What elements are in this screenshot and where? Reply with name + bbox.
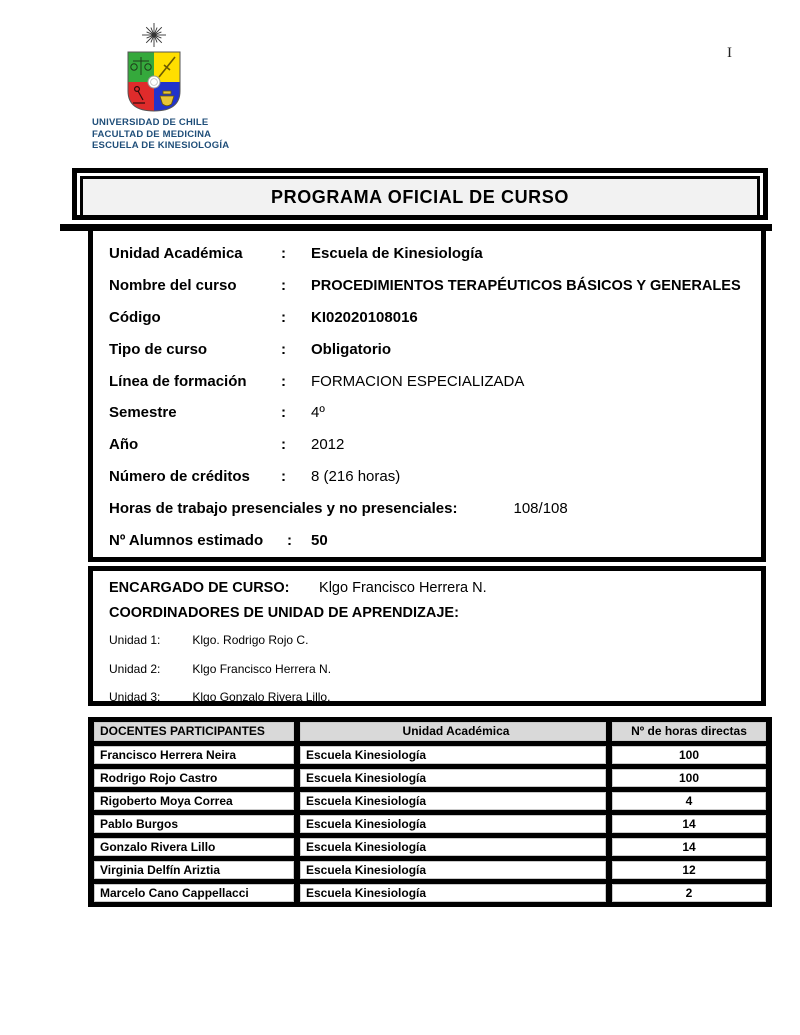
field-value: KI02020108016 [311,308,418,326]
title-box [72,168,768,220]
teacher-hours: 4 [612,792,766,810]
field-colon: : [281,340,286,358]
field-colon: : [281,436,286,454]
header-unidad: Unidad Académica [300,722,606,741]
info-row-nombre-curso [109,270,753,302]
university-crest-logo [112,20,196,116]
coordinator-label: Unidad 1: [109,633,161,647]
field-value: PROCEDIMIENTOS TERAPÉUTICOS BÁSICOS Y GENERALES [311,277,741,294]
encargado-value: Klgo Francisco Herrera N. [319,580,487,596]
teacher-name: Virginia Delfín Ariztia [94,861,294,879]
table-row [94,792,766,810]
teacher-name: Gonzalo Rivera Lillo [94,838,294,856]
field-value: Obligatorio [311,340,391,358]
coordinator-row-2 [109,662,753,676]
coordinator-value: Klgo Gonzalo Rivera Lillo. [192,690,331,704]
field-label: Nº Alumnos estimado [109,531,264,549]
field-value: FORMACION ESPECIALIZADA [311,372,525,390]
letterhead-faculty: FACULTAD DE MEDICINA [92,128,212,140]
teacher-name: Francisco Herrera Neira [94,746,294,764]
field-colon: : [287,531,292,549]
info-row-alumnos-estimado [109,524,753,556]
teacher-unit: Escuela Kinesiología [300,746,606,764]
info-row-linea-formacion [109,365,753,397]
teacher-hours: 14 [612,838,766,856]
table-row [94,884,766,902]
field-value: Escuela de Kinesiología [311,245,483,263]
field-label: Semestre [109,404,177,422]
teacher-unit: Escuela Kinesiología [300,861,606,879]
teacher-hours: 12 [612,861,766,879]
table-row [94,746,766,764]
field-label: Año [109,436,139,454]
field-label: Línea de formación [109,372,247,390]
teacher-hours: 100 [612,746,766,764]
staff-box [88,566,766,706]
field-label: Nombre del curso [109,277,237,295]
encargado-label: ENCARGADO DE CURSO: [109,580,290,596]
field-colon: : [281,467,286,485]
field-label: Unidad Académica [109,245,243,263]
field-colon: : [281,372,286,390]
table-row [94,815,766,833]
teacher-unit: Escuela Kinesiología [300,792,606,810]
title-inner-frame [80,176,760,218]
teacher-name: Pablo Burgos [94,815,294,833]
teacher-name: Marcelo Cano Cappellacci [94,884,294,902]
teacher-hours: 100 [612,769,766,787]
field-colon: : [281,404,286,422]
teacher-hours: 14 [612,815,766,833]
course-info-box [88,231,766,562]
teacher-hours: 2 [612,884,766,902]
field-value: 108/108 [513,499,568,517]
coordinators-heading: COORDINADORES DE UNIDAD DE APRENDIZAJE: [109,605,459,621]
info-row-creditos [109,461,753,493]
document-title: PROGRAMA OFICIAL DE CURSO [270,186,569,207]
teacher-name: Rodrigo Rojo Castro [94,769,294,787]
encargado-row [109,580,753,596]
letterhead-university: UNIVERSIDAD DE CHILE [92,117,209,128]
table-row [94,769,766,787]
info-row-horas-trabajo [109,492,753,524]
teachers-table [88,717,772,907]
info-row-semestre [109,397,753,429]
teacher-unit: Escuela Kinesiología [300,884,606,902]
table-row [94,838,766,856]
field-label: Horas de trabajo presenciales y no presenciales: [109,499,458,517]
coordinator-label: Unidad 2: [109,661,161,676]
coordinator-label: Unidad 3: [109,690,161,704]
field-colon: : [281,245,286,263]
table-header-row [94,722,766,741]
header-docentes: DOCENTES PARTICIPANTES [94,722,294,741]
teacher-name: Rigoberto Moya Correa [94,792,294,810]
field-label: Código [109,308,161,326]
field-label: Tipo de curso [109,340,208,358]
letterhead-school: ESCUELA DE KINESIOLOGÍA [92,140,230,151]
teacher-unit: Escuela Kinesiología [300,838,606,856]
coordinator-row-1 [109,633,753,647]
teacher-unit: Escuela Kinesiología [300,769,606,787]
info-row-codigo [109,302,753,334]
field-value: 2012 [311,436,345,454]
info-row-ano [109,429,753,461]
field-colon: : [281,308,286,326]
page-number: I [727,45,732,61]
letterhead [92,117,229,152]
table-row [94,861,766,879]
field-value: 4º [311,404,325,422]
divider-rule [60,224,772,231]
field-value: 50 [311,531,328,549]
field-value: 8 (216 horas) [311,467,401,485]
field-label: Número de créditos [109,467,250,485]
coordinator-row-3 [109,690,753,704]
field-colon: : [281,277,286,295]
coordinator-value: Klgo. Rodrigo Rojo C. [192,633,309,647]
info-row-tipo-curso [109,333,753,365]
coordinator-value: Klgo Francisco Herrera N. [192,661,332,676]
teacher-unit: Escuela Kinesiología [300,815,606,833]
info-row-unidad-academica [109,238,753,270]
header-horas: Nº de horas directas [612,722,766,741]
